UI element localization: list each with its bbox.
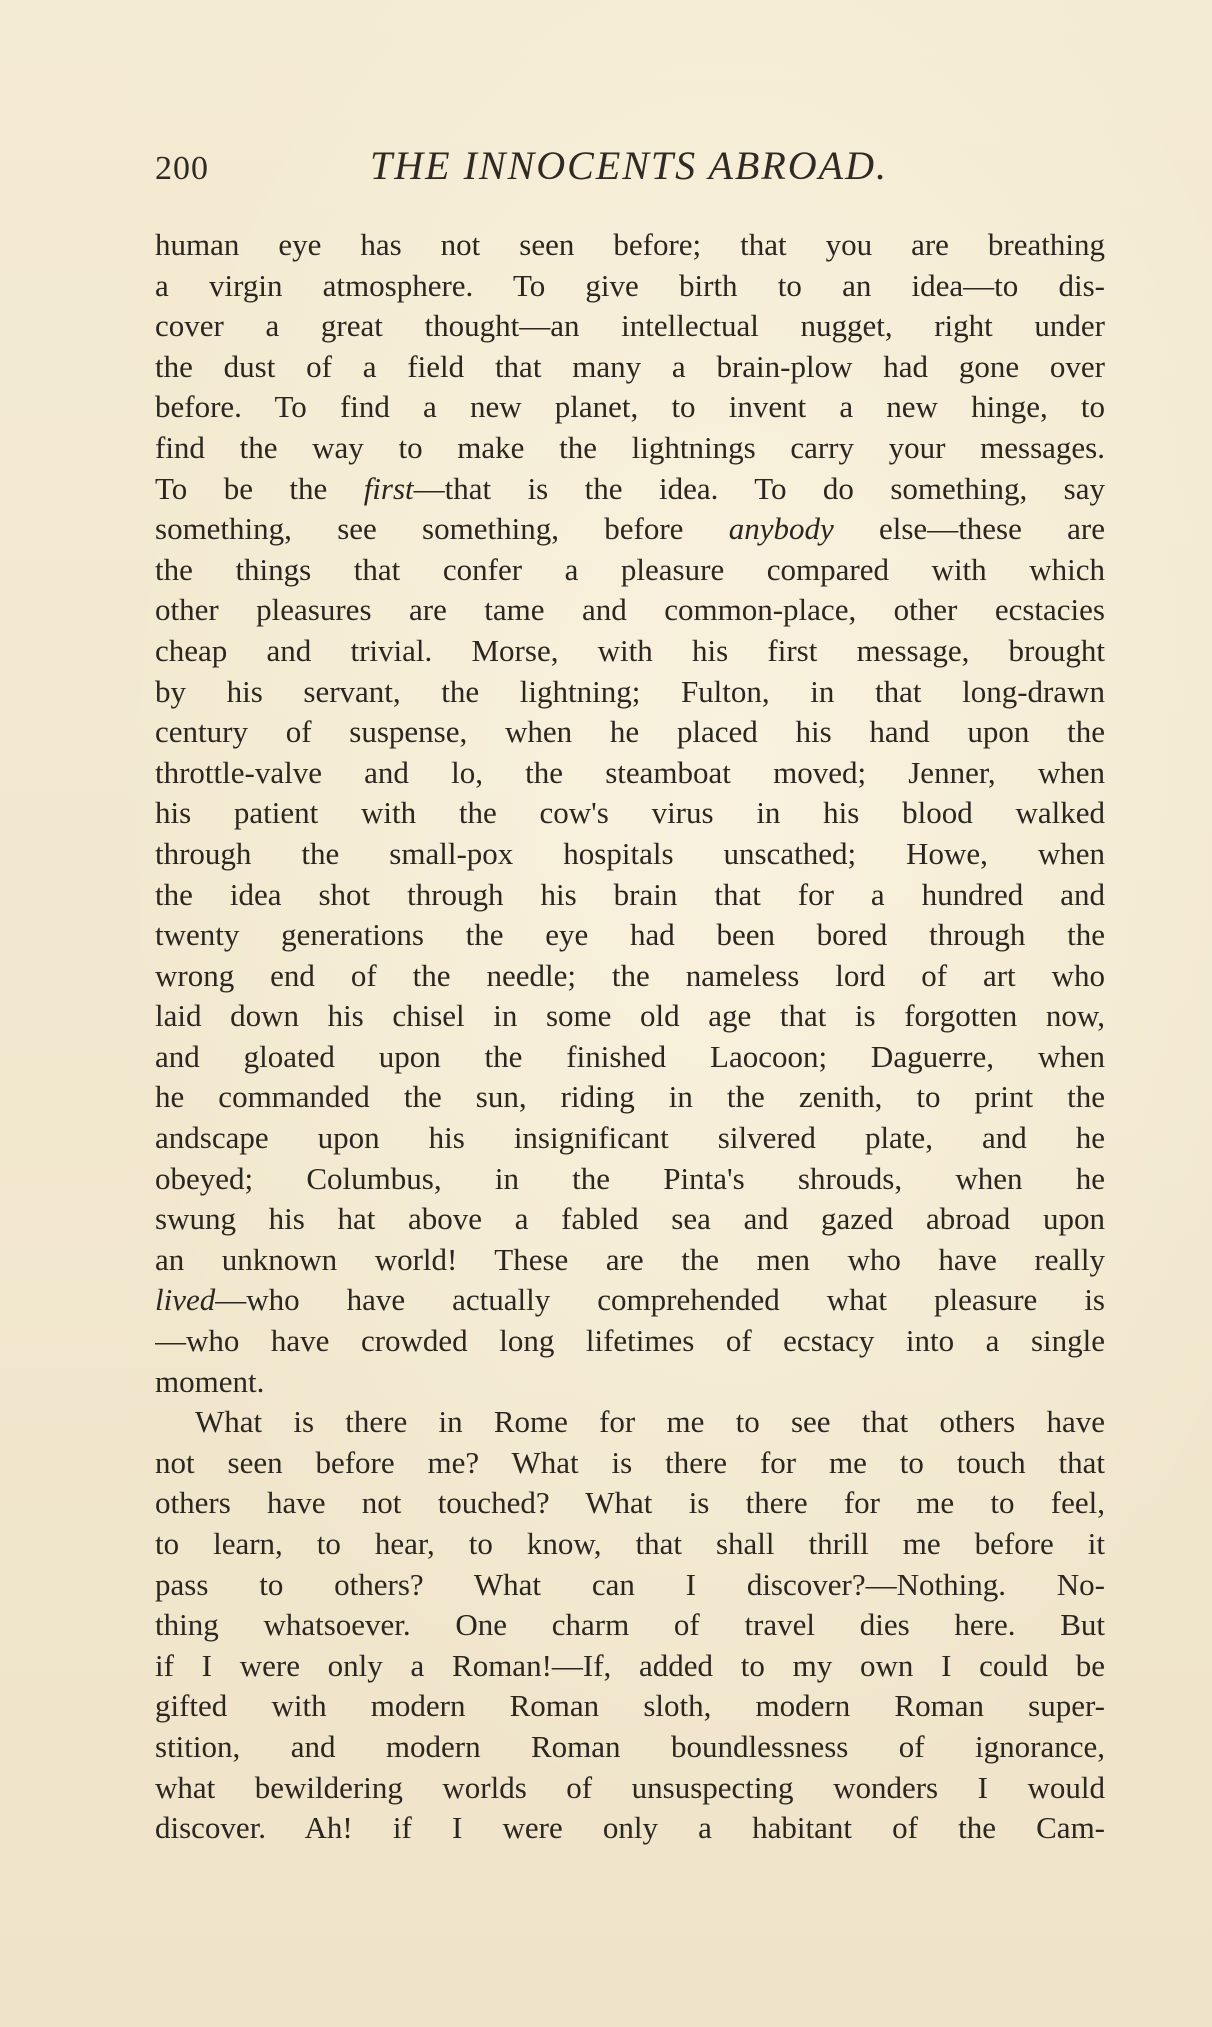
text-segment: moment. [155,1363,265,1399]
text-segment: else—these are [833,511,1105,547]
text-line [155,1321,1105,1362]
text-line [155,712,1105,753]
text-segment: before. To find a new planet, to invent a new hinge, to [155,389,1105,425]
text-line [155,996,1105,1037]
page-number: 200 [155,150,209,187]
text-segment: cover a great thought—an intellectual nugget, right under [155,308,1105,344]
text-line [155,306,1105,347]
text-segment: thing whatsoever. One charm of travel dies here. But [155,1607,1105,1643]
text-line [155,915,1105,956]
text-segment: stition, and modern Roman boundlessness of ignorance, [155,1728,1105,1764]
text-segment: his patient with the cow's virus in his blood walked [155,795,1105,831]
text-segment: gifted with modern Roman sloth, modern Roman super- [155,1688,1105,1724]
text-segment: the dust of a field that many a brain-plow had gone over [155,348,1105,384]
text-segment: to learn, to hear, to know, that shall thrill me before it [155,1526,1105,1561]
text-line [155,753,1105,794]
text-line [155,1402,1105,1443]
text-line [155,550,1105,591]
text-segment: discover. Ah! if I were only a habitant of the Cam- [155,1810,1105,1846]
text-line [155,428,1105,469]
text-segment: —who have crowded long lifetimes of ecstacy into a single [155,1323,1105,1359]
running-title: THE INNOCENTS ABROAD. [370,143,888,188]
text-segment: an unknown world! These are the men who have really [155,1241,1105,1277]
text-segment: throttle-valve and lo, the steamboat moved; Jenner, when [155,754,1105,790]
text-segment: not seen before me? What is there for me to touch that [155,1444,1105,1480]
text-segment: twenty generations the eye had been bored through the [155,917,1105,953]
text-line [155,387,1105,428]
italic-text: lived [155,1282,216,1318]
text-line [155,1280,1105,1321]
text-segment: through the small-pox hospitals unscathed; Howe, when [155,835,1105,871]
text-segment: andscape upon his insignificant silvered plate, and he [155,1120,1105,1156]
text-segment: —that is the idea. To do something, say [413,470,1105,506]
text-segment: and gloated upon the finished Laocoon; Daguerre, when [155,1038,1105,1074]
text-line [155,1686,1105,1727]
text-segment: —who have actually comprehended what pleasure is [215,1282,1105,1318]
text-line [155,672,1105,713]
text-line [155,1362,1105,1403]
text-line [155,1808,1105,1849]
italic-text: anybody [728,511,834,547]
text-segment: by his servant, the lightning; Fulton, in that long-drawn [155,673,1105,709]
text-line [155,631,1105,672]
text-line [155,469,1105,510]
text-line [155,1727,1105,1768]
text-segment: something, see something, before [155,511,729,547]
text-segment: other pleasures are tame and common-place, other ecstacies [155,592,1105,628]
text-line [155,875,1105,916]
text-segment: century of suspense, when he placed his hand upon the [155,714,1105,750]
text-segment: what bewildering worlds of unsuspecting wonders I would [155,1769,1105,1805]
text-line [155,1118,1105,1159]
text-line [155,347,1105,388]
text-segment: swung his hat above a fabled sea and gazed abroad upon [155,1201,1105,1237]
text-segment: What is there in Rome for me to see that others have [195,1404,1105,1440]
text-segment: the idea shot through his brain that for a hundred and [155,876,1105,912]
text-line [155,956,1105,997]
running-head [155,142,1105,192]
text-line [155,266,1105,307]
text-line [155,590,1105,631]
italic-text: first [363,470,414,506]
text-line [155,1565,1105,1606]
text-segment: human eye has not seen before; that you are breathing [155,227,1105,262]
text-segment: find the way to make the lightnings carry your messages. [155,429,1105,465]
body-text [155,225,1105,1849]
text-segment: pass to others? What can I discover?—Nothing. No- [155,1566,1105,1602]
text-line [155,1524,1105,1565]
text-line [155,1037,1105,1078]
text-line [155,1159,1105,1200]
text-line [155,1483,1105,1524]
text-line [155,793,1105,834]
text-line [155,225,1105,266]
text-line [155,1768,1105,1809]
text-line [155,509,1105,550]
text-line [155,1199,1105,1240]
text-segment: obeyed; Columbus, in the Pinta's shrouds, when he [155,1160,1105,1196]
text-segment: To be the [155,470,364,506]
text-segment: a virgin atmosphere. To give birth to an idea—to dis- [155,267,1105,303]
text-segment: wrong end of the needle; the nameless lord of art who [155,957,1105,993]
text-segment: if I were only a Roman!—If, added to my own I could be [155,1647,1105,1683]
text-segment: laid down his chisel in some old age that is forgotten now, [155,998,1105,1034]
text-segment: others have not touched? What is there for me to feel, [155,1485,1105,1521]
text-line [155,834,1105,875]
text-line [155,1240,1105,1281]
text-line [155,1077,1105,1118]
text-line [155,1605,1105,1646]
text-line [155,1646,1105,1687]
text-line [155,1443,1105,1484]
text-segment: he commanded the sun, riding in the zenith, to print the [155,1079,1105,1115]
text-segment: the things that confer a pleasure compared with which [155,551,1105,587]
text-segment: cheap and trivial. Morse, with his first message, brought [155,632,1105,668]
